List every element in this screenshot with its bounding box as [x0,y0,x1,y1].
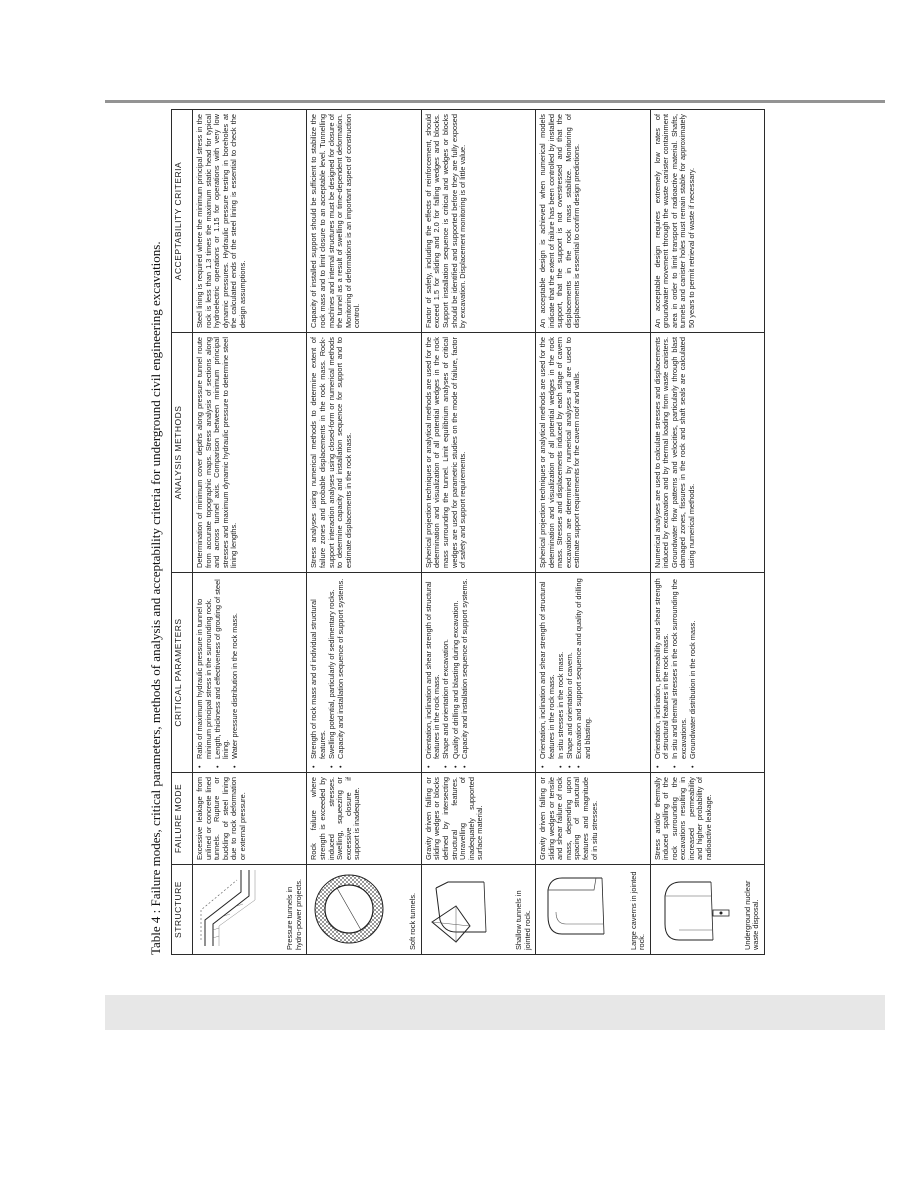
failure-mode-cell: Rock failure where strength is exceeded by induced stresses. Swelling, squeezing or excessive closure if support is inadequate. [307,773,421,865]
table-row [421,110,535,955]
shallow-tunnel-sketch-icon [426,868,506,950]
parameter-item: • Excavation and support sequence and quality of drilling and blasting. [575,577,592,761]
table-row [650,110,764,955]
acceptability-criteria-cell: An acceptable design is achieved when numerical models indicate that the extent of failure has been controlled by installed support, that the support is not overstressed and that the displacements in the rock mass stabilize. Monitoring of displacements is essential to confirm design predictions. [536,110,650,333]
structure-cell [193,865,307,955]
critical-parameters-cell [307,573,421,773]
table-row [193,110,307,955]
structure-cell [536,865,650,955]
nuclear-waste-canister-sketch-icon [655,868,735,950]
large-cavern-sketch-icon [540,868,620,950]
parameter-item: • Orientation, inclination and shear strength of structural features in the rock mass. [539,577,556,761]
structure-cell [650,865,764,955]
structure-label: Soft rock tunnels. [408,892,418,950]
structure-label: Shallow tunnels in jointed rock. [514,890,532,950]
header-acceptability-criteria: ACCEPTABILITY CRITERIA [172,110,193,333]
structure-label: Underground nuclear waste disposal. [742,880,761,950]
header-critical-parameters: CRITICAL PARAMETERS [172,573,193,773]
parameter-item: • Shape and orientation of cavern. [566,577,575,761]
parameter-item: • Orientation, inclination and shear strength of structural features in the rock mass. [425,577,442,761]
failure-mode-cell: Gravity driven falling or sliding wedges or tensile and shear failure of rock mass, depending upon spacing of structural features and magnitude of in situ stresses. [536,773,650,865]
parameter-item: • In situ and thermal stresses in the rock surrounding the excavations. [671,577,688,761]
parameter-item: • Water pressure distribution in the rock mass. [231,577,240,761]
failure-mode-cell: Excessive leakage from unlined or concrete lined tunnels. Rupture or buckling of steel lining due to rock deformation or external pressure. [193,773,307,865]
critical-parameters-cell [421,573,535,773]
structure-cell [307,865,421,955]
header-failure-mode: FAILURE MODE [172,773,193,865]
structure-cell [421,865,535,955]
analysis-methods-cell: Numerical analyses are used to calculate stresses and displacements induced by excavation and by thermal loading from waste canisters. Groundwater flow patterns and velocities, particularly through blast damaged zones, fissures in the rock and shaft seals are calculated using numerical methods. [650,333,764,573]
parameter-item: • Strength of rock mass and of individual structural features. [310,577,327,761]
acceptability-criteria-cell: Factor of safety, including the effects of reinforcement, should exceed 1.5 for sliding and 2.0 for falling wedges and blocks. Support installation sequence is critical and wedges or blocks should be identified and supported before they are fully exposed by excavation. Displacement monitoring is of little value. [421,110,535,333]
acceptability-criteria-cell: An acceptable design requires extremely low rates of groundwater movement through the waste canister containment area in order to limit transport of radioactive material. Shafts, tunnels and canister holes must remain stable for approximately 50 years to permit retrieval of waste if necessary. [650,110,764,333]
header-structure: STRUCTURE [172,865,193,955]
critical-parameters-cell [650,573,764,773]
header-analysis-methods: ANALYSIS METHODS [172,333,193,573]
pressure-tunnel-sketch-icon [197,868,277,950]
acceptability-criteria-cell: Capacity of installed support should be sufficient to stabilize the rock mass and to limit closure to an acceptable level. Tunnelling machines and internal structures must be designed for closure of the tunnel as a result of swelling or time-dependent deformation. Monitoring of deformations is an important aspect of construction control. [307,110,421,333]
analysis-methods-cell: Spherical projection techniques or analytical methods are used for the determination and visualization of all potential wedges in the rock mass surrounding the tunnel. Limit equilibrium analyses of critical wedges are used for parametric studies on the mode of failure, factor of safety and support requirements. [421,333,535,573]
structure-label: Large caverns in jointed rock. [628,871,647,950]
analysis-methods-cell: Stress analyses using numerical methods to determine extent of failure zones and probable displacements in the rock mass. Rock-support interaction analyses using closed-form or numerical methods to determine capacity and installation sequence for support and to estimate displacements in the rock mass. [307,333,421,573]
structure-label: Pressure tunnels in hydro-power projects. [285,878,303,950]
critical-parameters-cell [536,573,650,773]
parameter-item: • Shape and orientation of excavation. [442,577,451,761]
parameter-item: • Capacity and installation sequence of support systems. [337,577,346,761]
acceptability-criteria-cell: Steel lining is required where the minimum principal stress in the rock is less than 1.3 times the maximum static head for typical hydroelectric operations or 1.15 for operations with very low dynamic pressures. Hydraulic pressure testing in boreholes at the calculated ends of the steel lining is essential to check the design assumptions. [193,110,307,333]
table-row [307,110,421,955]
parameter-item: • Capacity and installation sequence of support systems. [461,577,470,761]
analysis-methods-cell: Determination of minimum cover depths along pressure tunnel route from accurate topographic maps. Stress analysis of sections along and across tunnel axis. Comparison between minimum principal stresses and maximum dynamic hydraulic pressure to determine steel lining lengths. [193,333,307,573]
table-row [536,110,650,955]
parameter-item: • Quality of drilling and blasting during excavation. [452,577,461,761]
analysis-methods-cell: Spherical projection techniques or analytical methods are used for the determination and visualization of all potential wedges in the rock mass. Stresses and displacements induced by each stage of cavern excavation are determined by numerical analyses and are used to estimate support requirements for the cavern roof and walls. [536,333,650,573]
header-row [172,110,193,955]
parameter-item: • Swelling potential, particularly of sedimentary rocks. [328,577,337,761]
parameter-item: • In situ stresses in the rock mass. [557,577,566,761]
failure-mode-cell: Stress and/or thermally induced spalling of the rock surrounding the excavations resulting in increased permeability and higher probability of radioactive leakage. [650,773,764,865]
rotated-page [145,110,765,955]
critical-parameters-cell [193,573,307,773]
failure-modes-table [171,109,765,955]
parameter-item: • Groundwater distribution in the rock mass. [689,577,698,761]
failure-mode-cell: Gravity driven falling or sliding wedges or blocks defined by intersecting structural features. Unravelling of inadequately supported surface material. [421,773,535,865]
soft-rock-tunnel-sketch-icon [311,868,391,950]
table-caption: Table 4 : Failure modes, critical parameters, methods of analysis and acceptability criteria for underground civil engineering excavations. [148,241,163,955]
scan-edge-top [105,100,885,103]
parameter-item: • Orientation, inclination, permeability and shear strength of structural features in the rock mass. [654,577,671,761]
parameter-item: • Ratio of maximum hydraulic pressure in tunnel to minimum principal stress in the surrounding rock. [196,577,213,761]
scan-edge-bottom [105,995,885,1030]
parameter-item: • Length, thickness and effectiveness of grouting of steel lining. [214,577,231,761]
